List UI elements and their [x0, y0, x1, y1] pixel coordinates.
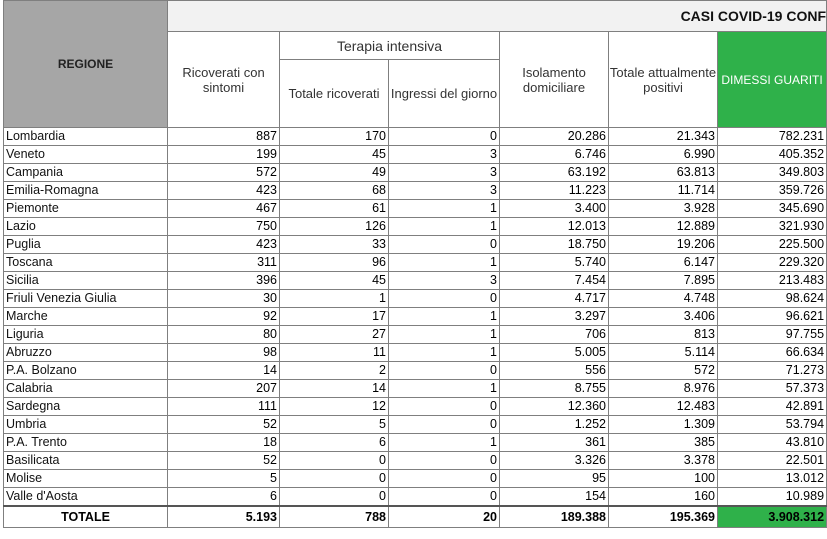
cell-regione: P.A. Bolzano	[4, 362, 168, 380]
cell-ingressi: 0	[389, 488, 500, 507]
cell-ricoverati: 311	[168, 254, 280, 272]
table-row	[4, 344, 827, 362]
cell-ingressi: 0	[389, 416, 500, 434]
cell-isolamento: 12.360	[500, 398, 609, 416]
cell-terapia-intensiva: 27	[280, 326, 389, 344]
cell-terapia-intensiva: 45	[280, 146, 389, 164]
table-row	[4, 182, 827, 200]
header-terapia-intensiva: Terapia intensiva	[280, 32, 500, 60]
cell-dimessi: 405.352	[718, 146, 827, 164]
cell-dimessi: 349.803	[718, 164, 827, 182]
cell-regione: Puglia	[4, 236, 168, 254]
cell-regione: Piemonte	[4, 200, 168, 218]
cell-regione: Abruzzo	[4, 344, 168, 362]
cell-terapia-intensiva: 11	[280, 344, 389, 362]
cell-positivi: 4.748	[609, 290, 718, 308]
cell-ricoverati: 111	[168, 398, 280, 416]
cell-regione: Lombardia	[4, 128, 168, 146]
header-ingressi: Ingressi del giorno	[389, 60, 500, 128]
cell-regione: Lazio	[4, 218, 168, 236]
cell-terapia-intensiva: 68	[280, 182, 389, 200]
totale-positivi: 195.369	[609, 506, 718, 528]
cell-ricoverati: 207	[168, 380, 280, 398]
table-row	[4, 362, 827, 380]
table-row	[4, 272, 827, 290]
cell-regione: Friuli Venezia Giulia	[4, 290, 168, 308]
cell-ingressi: 1	[389, 326, 500, 344]
cell-isolamento: 361	[500, 434, 609, 452]
table-row	[4, 398, 827, 416]
cell-terapia-intensiva: 170	[280, 128, 389, 146]
cell-dimessi: 57.373	[718, 380, 827, 398]
table-row	[4, 308, 827, 326]
cell-regione: Liguria	[4, 326, 168, 344]
totale-isolamento: 189.388	[500, 506, 609, 528]
header-positivi: Totale attualmente positivi	[609, 32, 718, 128]
cell-terapia-intensiva: 0	[280, 452, 389, 470]
table-row	[4, 200, 827, 218]
cell-dimessi: 42.891	[718, 398, 827, 416]
cell-isolamento: 3.326	[500, 452, 609, 470]
table-body	[4, 128, 827, 507]
cell-terapia-intensiva: 0	[280, 470, 389, 488]
cell-ricoverati: 6	[168, 488, 280, 507]
cell-isolamento: 1.252	[500, 416, 609, 434]
table-row	[4, 236, 827, 254]
cell-isolamento: 5.740	[500, 254, 609, 272]
cell-terapia-intensiva: 126	[280, 218, 389, 236]
cell-ingressi: 0	[389, 398, 500, 416]
cell-ingressi: 0	[389, 452, 500, 470]
table-row	[4, 380, 827, 398]
cell-positivi: 160	[609, 488, 718, 507]
cell-regione: Campania	[4, 164, 168, 182]
totale-terapia: 788	[280, 506, 389, 528]
cell-isolamento: 154	[500, 488, 609, 507]
cell-ingressi: 1	[389, 218, 500, 236]
header-regione: REGIONE	[4, 1, 168, 128]
cell-ingressi: 3	[389, 164, 500, 182]
cell-regione: Veneto	[4, 146, 168, 164]
table-row	[4, 488, 827, 507]
cell-isolamento: 3.297	[500, 308, 609, 326]
cell-terapia-intensiva: 49	[280, 164, 389, 182]
cell-ricoverati: 423	[168, 182, 280, 200]
table-row	[4, 218, 827, 236]
cell-regione: Valle d'Aosta	[4, 488, 168, 507]
cell-ingressi: 1	[389, 434, 500, 452]
cell-terapia-intensiva: 5	[280, 416, 389, 434]
cell-ingressi: 3	[389, 182, 500, 200]
totale-dimessi: 3.908.312	[718, 506, 827, 528]
cell-ingressi: 0	[389, 362, 500, 380]
cell-regione: Emilia-Romagna	[4, 182, 168, 200]
cell-regione: Sicilia	[4, 272, 168, 290]
table-row	[4, 434, 827, 452]
cell-dimessi: 213.483	[718, 272, 827, 290]
cell-isolamento: 20.286	[500, 128, 609, 146]
cell-isolamento: 706	[500, 326, 609, 344]
cell-positivi: 6.990	[609, 146, 718, 164]
cell-ricoverati: 396	[168, 272, 280, 290]
cell-dimessi: 97.755	[718, 326, 827, 344]
cell-dimessi: 13.012	[718, 470, 827, 488]
cell-dimessi: 96.621	[718, 308, 827, 326]
cell-positivi: 3.378	[609, 452, 718, 470]
cell-positivi: 7.895	[609, 272, 718, 290]
cell-dimessi: 66.634	[718, 344, 827, 362]
cell-ricoverati: 30	[168, 290, 280, 308]
cell-dimessi: 782.231	[718, 128, 827, 146]
cell-isolamento: 95	[500, 470, 609, 488]
cell-dimessi: 229.320	[718, 254, 827, 272]
table-row	[4, 326, 827, 344]
cell-dimessi: 225.500	[718, 236, 827, 254]
cell-ingressi: 1	[389, 380, 500, 398]
cell-ricoverati: 423	[168, 236, 280, 254]
cell-positivi: 3.406	[609, 308, 718, 326]
cell-ingressi: 1	[389, 344, 500, 362]
cell-ricoverati: 572	[168, 164, 280, 182]
cell-terapia-intensiva: 33	[280, 236, 389, 254]
table-row	[4, 254, 827, 272]
cell-terapia-intensiva: 14	[280, 380, 389, 398]
cell-isolamento: 18.750	[500, 236, 609, 254]
cell-ricoverati: 52	[168, 452, 280, 470]
cell-ricoverati: 80	[168, 326, 280, 344]
cell-dimessi: 321.930	[718, 218, 827, 236]
cell-ingressi: 3	[389, 146, 500, 164]
cell-terapia-intensiva: 0	[280, 488, 389, 507]
cell-positivi: 1.309	[609, 416, 718, 434]
cell-dimessi: 22.501	[718, 452, 827, 470]
cell-regione: Basilicata	[4, 452, 168, 470]
cell-terapia-intensiva: 45	[280, 272, 389, 290]
cell-ricoverati: 5	[168, 470, 280, 488]
header-casi-covid: CASI COVID-19 CONF	[168, 1, 827, 32]
cell-ingressi: 0	[389, 290, 500, 308]
cell-ingressi: 1	[389, 254, 500, 272]
cell-terapia-intensiva: 2	[280, 362, 389, 380]
header-isolamento: Isolamento domiciliare	[500, 32, 609, 128]
cell-terapia-intensiva: 17	[280, 308, 389, 326]
cell-regione: Marche	[4, 308, 168, 326]
cell-terapia-intensiva: 6	[280, 434, 389, 452]
table-row	[4, 128, 827, 146]
cell-regione: Calabria	[4, 380, 168, 398]
cell-positivi: 11.714	[609, 182, 718, 200]
cell-positivi: 5.114	[609, 344, 718, 362]
cell-isolamento: 63.192	[500, 164, 609, 182]
header-dimessi: DIMESSI GUARITI	[718, 32, 827, 128]
cell-positivi: 385	[609, 434, 718, 452]
table-row	[4, 470, 827, 488]
table-row	[4, 416, 827, 434]
cell-ricoverati: 98	[168, 344, 280, 362]
cell-positivi: 12.889	[609, 218, 718, 236]
cell-positivi: 813	[609, 326, 718, 344]
header-totale-ricoverati: Totale ricoverati	[280, 60, 389, 128]
cell-dimessi: 71.273	[718, 362, 827, 380]
cell-regione: Toscana	[4, 254, 168, 272]
cell-isolamento: 3.400	[500, 200, 609, 218]
cell-isolamento: 6.746	[500, 146, 609, 164]
cell-ricoverati: 199	[168, 146, 280, 164]
cell-ricoverati: 750	[168, 218, 280, 236]
cell-ricoverati: 52	[168, 416, 280, 434]
table-row	[4, 290, 827, 308]
cell-regione: Molise	[4, 470, 168, 488]
cell-ingressi: 0	[389, 236, 500, 254]
cell-regione: P.A. Trento	[4, 434, 168, 452]
cell-isolamento: 8.755	[500, 380, 609, 398]
cell-terapia-intensiva: 1	[280, 290, 389, 308]
covid-cases-table	[3, 0, 827, 528]
cell-isolamento: 5.005	[500, 344, 609, 362]
totale-ingressi: 20	[389, 506, 500, 528]
totale-row	[4, 506, 827, 528]
cell-positivi: 6.147	[609, 254, 718, 272]
cell-dimessi: 98.624	[718, 290, 827, 308]
cell-terapia-intensiva: 61	[280, 200, 389, 218]
cell-isolamento: 7.454	[500, 272, 609, 290]
cell-positivi: 12.483	[609, 398, 718, 416]
cell-positivi: 19.206	[609, 236, 718, 254]
cell-regione: Sardegna	[4, 398, 168, 416]
cell-positivi: 572	[609, 362, 718, 380]
cell-ingressi: 1	[389, 200, 500, 218]
cell-positivi: 21.343	[609, 128, 718, 146]
table-row	[4, 164, 827, 182]
cell-dimessi: 359.726	[718, 182, 827, 200]
cell-terapia-intensiva: 96	[280, 254, 389, 272]
cell-ingressi: 0	[389, 128, 500, 146]
cell-isolamento: 11.223	[500, 182, 609, 200]
cell-ingressi: 3	[389, 272, 500, 290]
cell-ricoverati: 887	[168, 128, 280, 146]
cell-ricoverati: 14	[168, 362, 280, 380]
cell-positivi: 3.928	[609, 200, 718, 218]
cell-ricoverati: 18	[168, 434, 280, 452]
totale-label: TOTALE	[4, 506, 168, 528]
cell-ingressi: 0	[389, 470, 500, 488]
cell-dimessi: 53.794	[718, 416, 827, 434]
cell-isolamento: 4.717	[500, 290, 609, 308]
cell-terapia-intensiva: 12	[280, 398, 389, 416]
cell-dimessi: 345.690	[718, 200, 827, 218]
cell-isolamento: 556	[500, 362, 609, 380]
cell-ingressi: 1	[389, 308, 500, 326]
cell-isolamento: 12.013	[500, 218, 609, 236]
cell-positivi: 8.976	[609, 380, 718, 398]
cell-ricoverati: 92	[168, 308, 280, 326]
table-row	[4, 146, 827, 164]
cell-positivi: 100	[609, 470, 718, 488]
table-row	[4, 452, 827, 470]
cell-positivi: 63.813	[609, 164, 718, 182]
cell-regione: Umbria	[4, 416, 168, 434]
header-ricoverati: Ricoverati con sintomi	[168, 32, 280, 128]
cell-dimessi: 43.810	[718, 434, 827, 452]
cell-dimessi: 10.989	[718, 488, 827, 507]
cell-ricoverati: 467	[168, 200, 280, 218]
totale-ricoverati: 5.193	[168, 506, 280, 528]
